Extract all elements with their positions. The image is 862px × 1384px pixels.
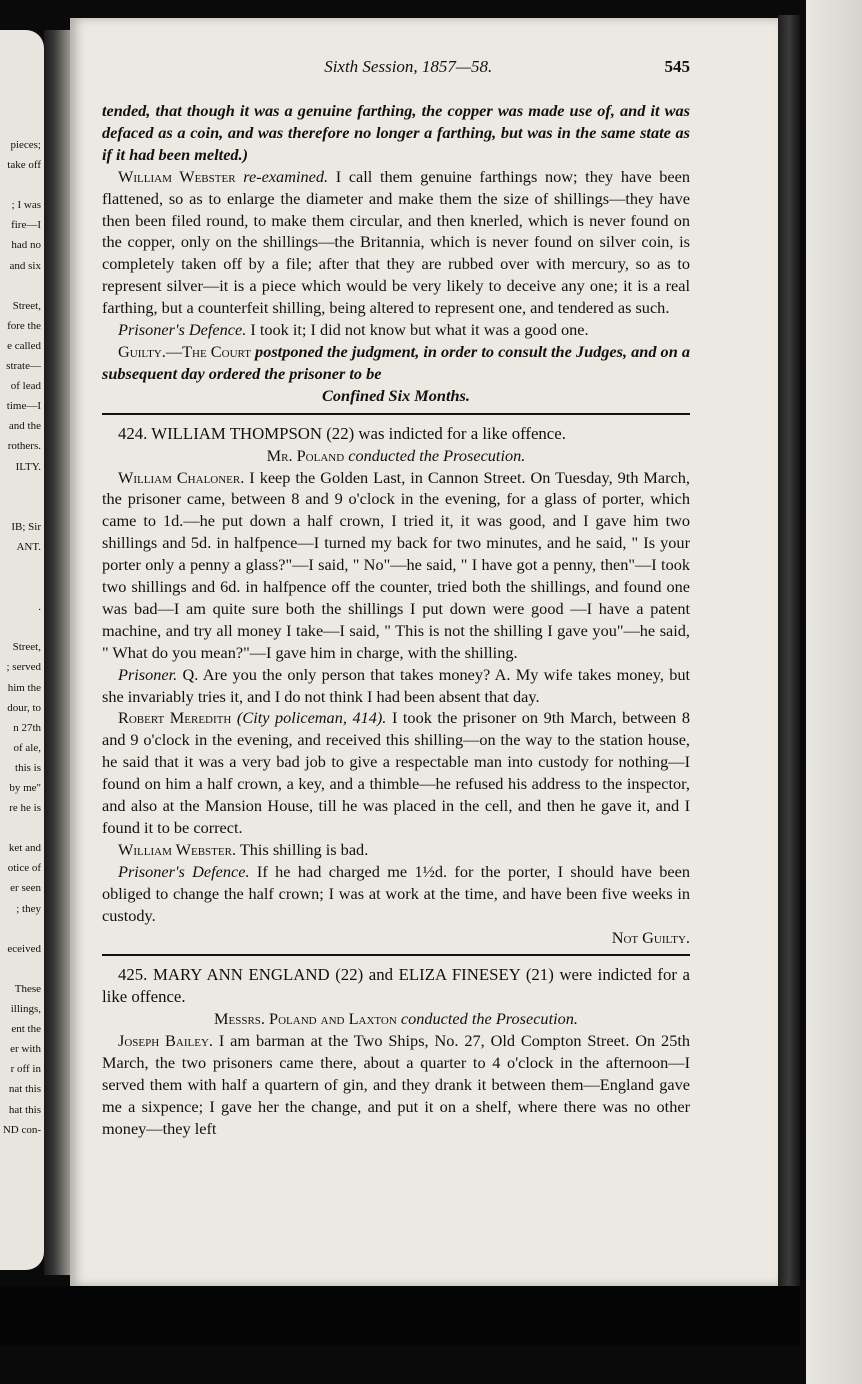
left-page-fragment: ent the — [11, 1023, 41, 1036]
case-424-prosecution: Mr. Poland conducted the Prosecution. — [266, 445, 526, 465]
left-page-fragment: Street, — [12, 299, 41, 312]
left-page-fragment: ; served — [6, 661, 41, 674]
left-page-fragment: had no — [11, 239, 41, 252]
right-margin-strip — [806, 0, 862, 1384]
left-page-fragment: this is — [15, 761, 41, 774]
left-page-fragment: fore the — [7, 319, 41, 332]
left-page-fragment: n 27th — [13, 721, 41, 734]
left-page-fragment: . — [38, 601, 41, 614]
left-page-fragment: and the — [8, 420, 41, 433]
book-gutter — [44, 30, 70, 1275]
case-divider — [102, 413, 690, 415]
case-423-defence: Prisoner's Defence. I took it; I did not know but what it was a good one. — [118, 320, 589, 340]
prisoner-question: Prisoner. Q. Are you the only person that takes money? A. My wife takes money, but she invariably tries it, and I do not think I had been absent that day. — [102, 664, 691, 706]
meredith-testimony: Robert Meredith (City policeman, 414). I took the prisoner on 9th March, between 8 and 9 o'clock in the evening, and received this shilling—on the way to the station house, he said that it was a very bad job to give a respectable man into custody for nothing—I found on him a half crown, a key, and a thimble—he refused his address to the inspector, and also at the Mansion House, till he was placed in the cell, and then he gave it, and I found it to be correct. — [102, 708, 691, 837]
left-page-fragment: ILTY. — [15, 460, 41, 473]
left-page-fragment — [0, 959, 41, 979]
left-page-fragment — [0, 557, 41, 577]
left-page-fragment: time—I — [6, 400, 41, 413]
left-page-fragment: ND con- — [2, 1123, 41, 1136]
running-title: Sixth Session, 1857—58. — [324, 57, 493, 76]
left-page-fragment — [0, 617, 41, 637]
left-page-fragment: illings, — [10, 1003, 41, 1016]
running-header — [102, 56, 690, 86]
left-page-fragment: ANT. — [16, 540, 41, 553]
left-page-fragment: Street, — [12, 641, 41, 654]
page-content — [102, 56, 690, 1140]
left-page-fragment: him the — [7, 681, 41, 694]
left-page-fragment: e called — [7, 339, 41, 352]
left-page-fragment: dour, to — [7, 701, 41, 714]
left-page-fragment: fire—I — [11, 219, 41, 232]
left-page-fragment: otice of — [7, 862, 41, 875]
page-number: 545 — [664, 57, 690, 76]
left-page-fragment: ; I was — [11, 199, 41, 212]
left-page-fragment — [0, 477, 41, 497]
page-edge-shadow — [778, 15, 800, 1295]
left-page-fragment: r off in — [10, 1063, 41, 1076]
left-page-fragment: IB; Sir — [11, 520, 41, 533]
case-425-prosecution: Messrs. Poland and Laxton conducted the Prosecution. — [214, 1009, 578, 1029]
left-page-fragment: by me" — [9, 782, 41, 794]
case-423-sentence: Confined Six Months. — [322, 385, 470, 405]
left-page-fragment: ; they — [16, 902, 41, 915]
left-page-fragment: eceived — [7, 942, 41, 955]
left-page-fragment: strate— — [6, 360, 41, 373]
left-page-fragment: re he is — [9, 802, 41, 815]
bottom-shadow — [0, 1286, 800, 1346]
left-page-fragment: of lead — [10, 380, 41, 393]
left-page-fragment: er seen — [10, 882, 41, 895]
case-423-verdict: Guilty.—The Court postponed the judgment, in order to consult the Judges, and on a subsequent day ordered the prisoner to be — [102, 341, 690, 383]
left-page-fragment — [0, 577, 41, 597]
left-page-fragment: pieces; — [10, 139, 41, 151]
left-page-fragment: of ale, — [13, 741, 41, 754]
left-page-fragment: ket and — [8, 842, 41, 855]
chaloner-testimony: William Chaloner. I keep the Golden Last, in Cannon Street. On Tuesday, 9th March, the prisoner came, between 8 and 9 o'clock in the evening, for a glass of porter, which came to 1d.—he put down a half crown, I tried it, it was good, and I gave him two shillings and 5d. in halfpence—I turned my back for two minutes, and he said, " Is your porter only a penny a glass?"—I said, " No"—he said, " I have got a penny, then"—I took two shillings and 6d. in halfpence off the counter, tried both the shillings, and found one was bad—I am quite sure both the shillings I put down were good —I have a patent machine, and try all money I take—I said, " This is not the shilling I gave you"—he said, " What do you mean?"—I gave him in charge, with the shilling. — [102, 467, 690, 662]
left-page-text-fragments — [0, 135, 44, 1140]
case-424-verdict: Not Guilty. — [611, 927, 690, 947]
left-page-fragment — [0, 175, 41, 195]
left-page-fragment: take off — [7, 159, 41, 172]
left-page-fragment: er with — [10, 1043, 41, 1056]
case-424-heading: 424. WILLIAM THOMPSON (22) was indicted for a like offence. — [118, 423, 566, 443]
left-page-fragment: and six — [9, 259, 41, 272]
webster-testimony: William Webster. This shilling is bad. — [118, 839, 369, 859]
left-page-fragment — [0, 276, 41, 296]
left-page-fragment — [0, 919, 41, 939]
left-page-fragment: hat this — [8, 1103, 41, 1116]
bailey-testimony: Joseph Bailey. I am barman at the Two Ships, No. 27, Old Compton Street. On 25th March, the two prisoners came there, about a quarter to 4 o'clock in the afternoon—I served them with half a quartern of gin, and they drank it between them—England gave me a sixpence; I gave her the change, and put it on a shelf, where there was no other money—they left — [102, 1031, 691, 1138]
left-page-fragment — [0, 497, 41, 517]
left-page-fragment: nat this — [8, 1083, 41, 1096]
left-page-fragment — [0, 818, 41, 838]
case-424-defence: Prisoner's Defence. If he had charged me 1½d. for the porter, I should have been obliged to change the half crown; I was at work at the time, and have been five weeks in custody. — [102, 861, 690, 925]
left-facing-page — [0, 30, 44, 1270]
case-425-heading: 425. MARY ANN ENGLAND (22) and ELIZA FINESEY (21) were indicted for a like offence. — [102, 965, 691, 1007]
case-divider-2 — [102, 954, 690, 956]
left-page-fragment: rothers. — [7, 440, 41, 453]
left-page-fragment: These — [14, 982, 41, 995]
webster-reexamination: William Webster re-examined. I call them genuine farthings now; they have been flattened, so as to enlarge the diameter and make them the size of shillings—they have then been filed round, to make them circular, and then knerled, which is never found on the copper, only on the shillings—the Britannia, which is never found on silver coin, is completely taken off by a file; after that they are rubbed over with mercury, so as to represent silver—it is a piece which would be very likely to deceive any one; it is a real farthing, but a counterfeit shilling, being altered to represent one, and tendered as such. — [102, 166, 690, 318]
case-423-continuation: tended, that though it was a genuine farthing, the copper was made use of, and it was defaced as a coin, and was therefore no longer a farthing, but was in the same state as if it had been melted.) — [102, 101, 690, 164]
